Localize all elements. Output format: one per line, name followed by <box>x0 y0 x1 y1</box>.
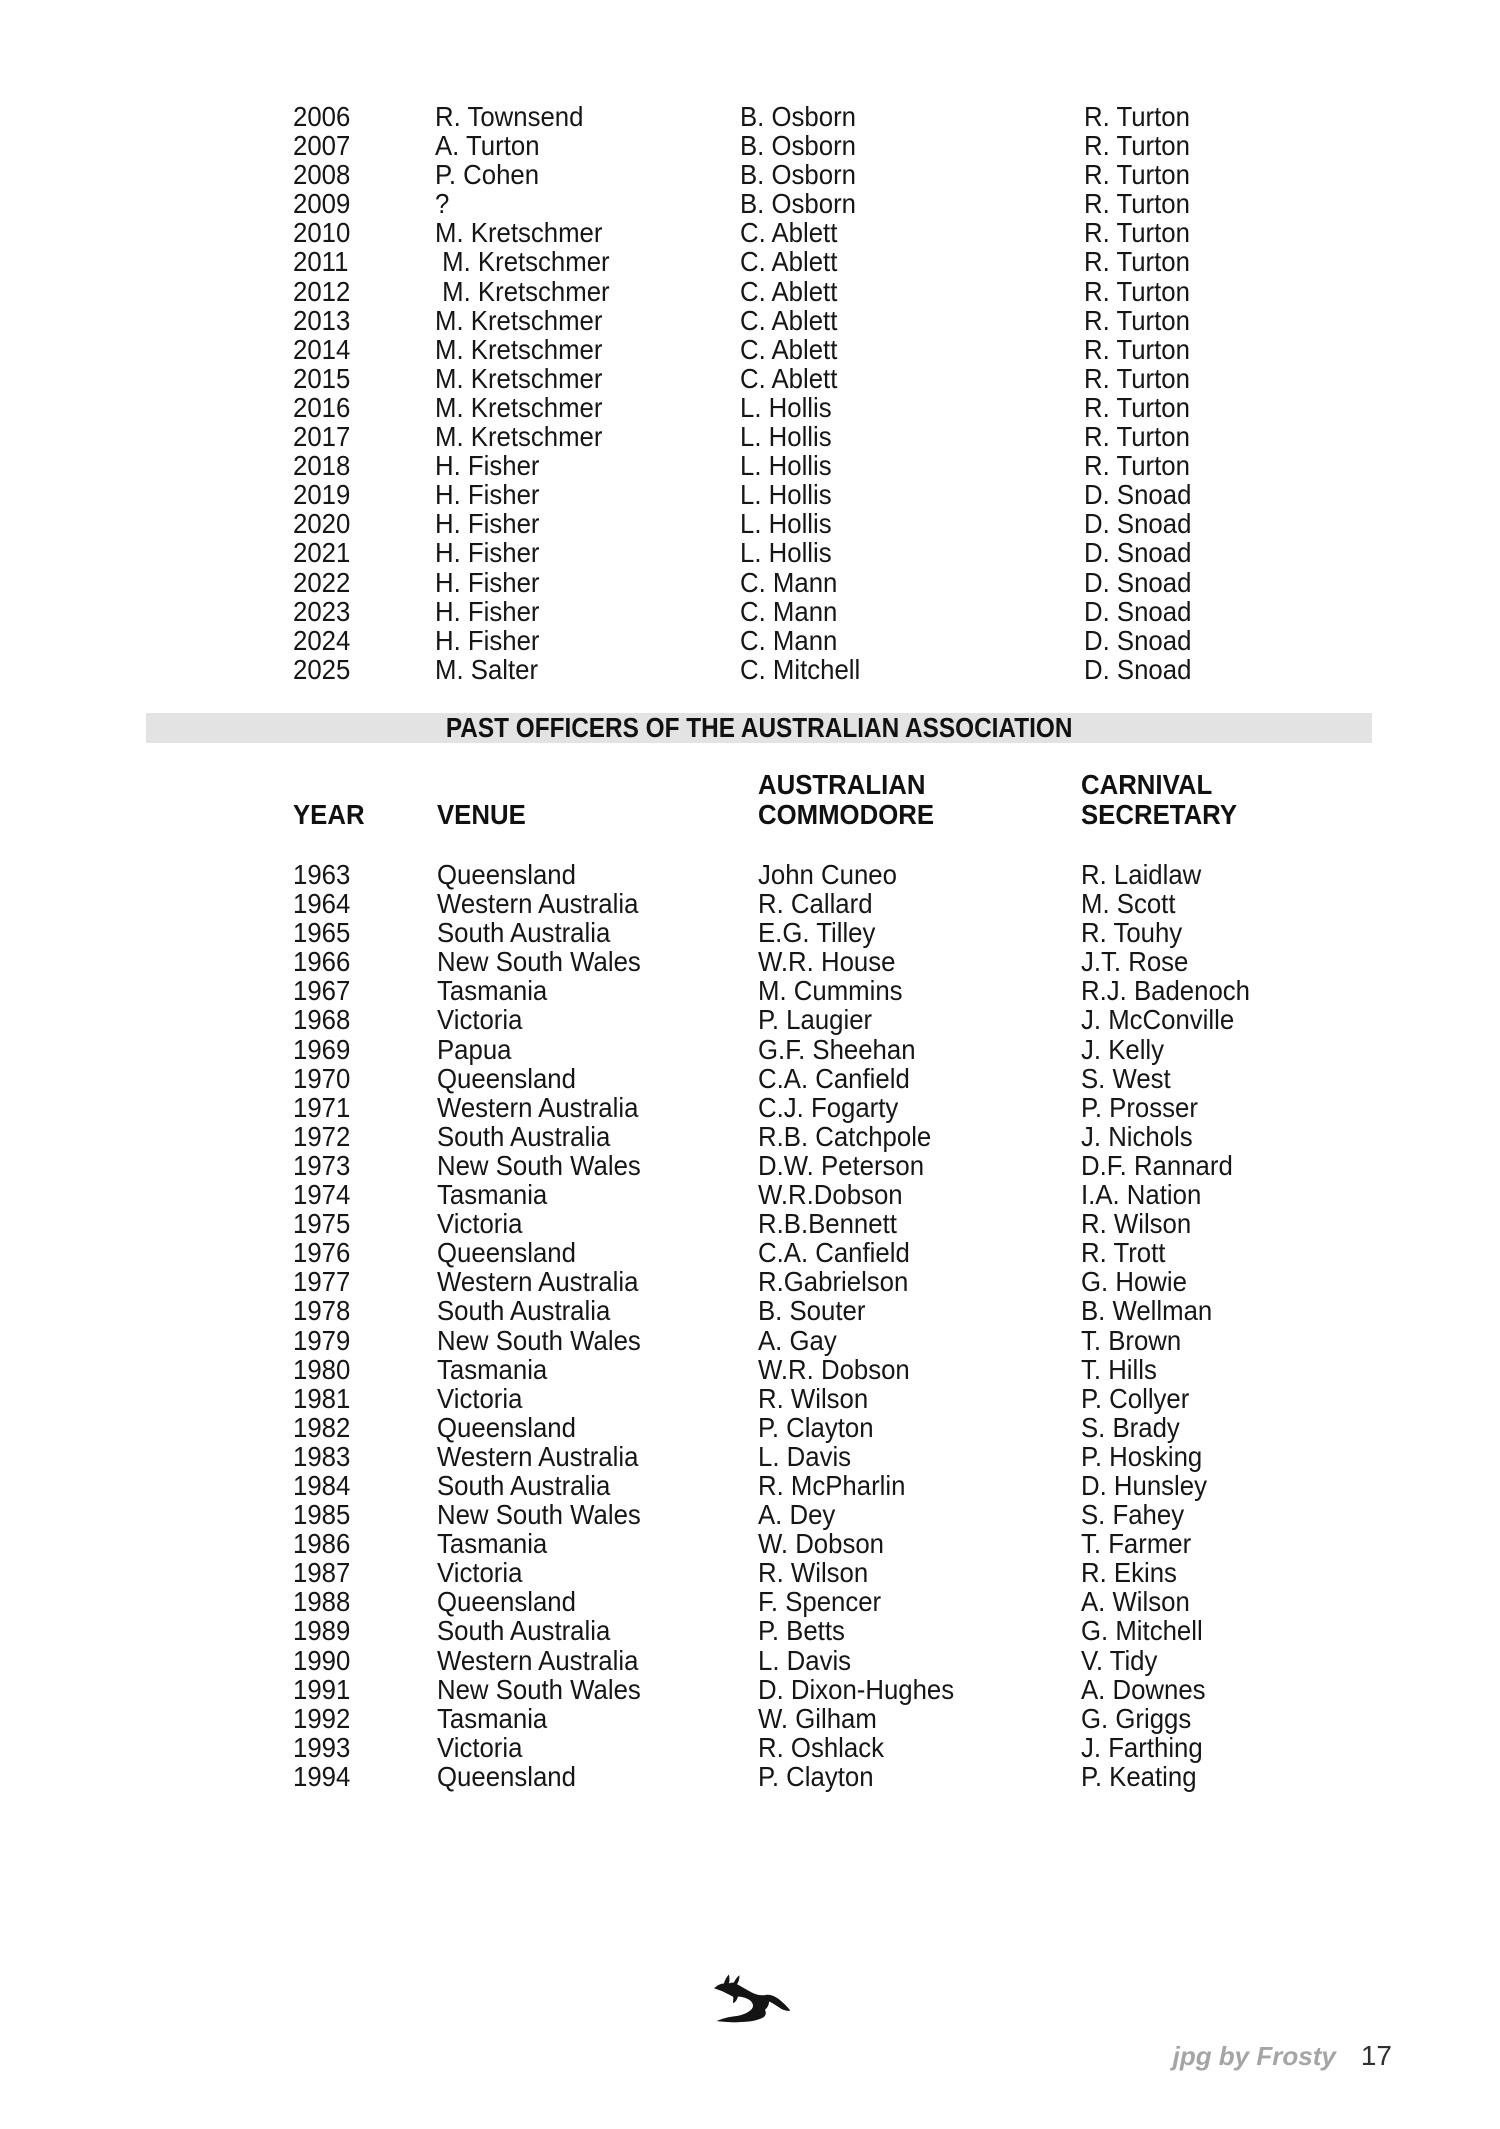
cell-c3: L. Hollis <box>740 450 832 482</box>
table-row <box>0 1384 1500 1413</box>
cell-commodore: B. Souter <box>758 1295 866 1327</box>
table-row <box>0 568 1500 597</box>
table-row <box>0 189 1500 218</box>
cell-secretary: R. Wilson <box>1081 1208 1192 1240</box>
cell-year: 2025 <box>293 653 351 685</box>
cell-year: 2019 <box>293 479 351 511</box>
table-row <box>0 1442 1500 1471</box>
cell-year: 1979 <box>293 1324 351 1356</box>
cell-year: 1969 <box>293 1033 351 1065</box>
table-row <box>0 247 1500 276</box>
section-title: PAST OFFICERS OF THE AUSTRALIAN ASSOCIATION <box>445 712 1073 743</box>
cell-year: 1968 <box>293 1004 351 1036</box>
cell-commodore: A. Gay <box>758 1324 837 1356</box>
cell-c2: P. Cohen <box>435 159 540 191</box>
cell-year: 1991 <box>293 1673 351 1705</box>
cell-c3: C. Ablett <box>740 333 838 365</box>
cell-c4: R. Turton <box>1084 304 1190 336</box>
cell-year: 1967 <box>293 975 351 1007</box>
table-row <box>0 102 1500 131</box>
cell-venue: Tasmania <box>437 1702 548 1734</box>
table-row <box>0 1093 1500 1122</box>
cell-commodore: L. Davis <box>758 1644 852 1676</box>
cell-secretary: A. Downes <box>1081 1673 1206 1705</box>
table-row <box>0 131 1500 160</box>
cell-c2: R. Townsend <box>435 101 584 132</box>
cell-c2: M. Kretschmer <box>435 421 603 453</box>
cell-secretary: M. Scott <box>1081 888 1176 920</box>
cell-c2: H. Fisher <box>435 508 540 540</box>
cell-venue: Western Australia <box>437 1644 639 1676</box>
table-row <box>0 1209 1500 1238</box>
cell-commodore: E.G. Tilley <box>758 917 876 949</box>
cell-c2: M. Kretschmer <box>435 391 603 423</box>
cell-c3: C. Mann <box>740 595 838 627</box>
cell-c4: R. Turton <box>1084 246 1190 278</box>
cell-year: 1992 <box>293 1702 351 1734</box>
cell-secretary: S. Brady <box>1081 1411 1180 1443</box>
cell-c2: M. Kretschmer <box>435 362 603 394</box>
cell-venue: Victoria <box>437 1731 523 1763</box>
cell-secretary: T. Farmer <box>1081 1528 1192 1560</box>
cell-secretary: G. Griggs <box>1081 1702 1192 1734</box>
cell-c4: D. Snoad <box>1084 479 1192 511</box>
cell-commodore: R. Callard <box>758 888 873 920</box>
table-row <box>0 947 1500 976</box>
cell-c2: H. Fisher <box>435 537 540 569</box>
table-row <box>0 1471 1500 1500</box>
column-header-venue: VENUE <box>437 799 526 830</box>
table-row <box>0 306 1500 335</box>
cell-secretary: T. Brown <box>1081 1324 1182 1356</box>
page-number: 17 <box>1360 2040 1392 2071</box>
cell-secretary: I.A. Nation <box>1081 1179 1202 1211</box>
cell-commodore: W. Gilham <box>758 1702 877 1734</box>
table-row <box>0 1267 1500 1296</box>
table-row <box>0 393 1500 422</box>
table-row <box>0 1733 1500 1762</box>
cell-secretary: T. Hills <box>1081 1353 1157 1385</box>
table-row <box>0 976 1500 1005</box>
table-row <box>0 1413 1500 1442</box>
cell-commodore: P. Clayton <box>758 1760 874 1792</box>
cell-c3: C. Mann <box>740 566 838 598</box>
table-row <box>0 626 1500 655</box>
cell-venue: Victoria <box>437 1382 523 1414</box>
cell-year: 2018 <box>293 450 351 482</box>
cell-commodore: R.B. Catchpole <box>758 1120 932 1152</box>
cell-year: 1976 <box>293 1237 351 1269</box>
cell-commodore: A. Dey <box>758 1499 836 1531</box>
cell-commodore: W.R.Dobson <box>758 1179 903 1211</box>
cell-venue: South Australia <box>437 1295 611 1327</box>
cell-year: 1972 <box>293 1120 351 1152</box>
cell-commodore: R. Wilson <box>758 1557 869 1589</box>
cell-venue: Queensland <box>437 1760 576 1792</box>
cell-year: 1985 <box>293 1499 351 1531</box>
cell-commodore: M. Cummins <box>758 975 903 1007</box>
cell-c3: L. Hollis <box>740 508 832 540</box>
cell-secretary: R. Touhy <box>1081 917 1183 949</box>
cell-c4: R. Turton <box>1084 188 1190 220</box>
cell-c2: H. Fisher <box>435 479 540 511</box>
cell-venue: Queensland <box>437 1411 576 1443</box>
cell-venue: Papua <box>437 1033 512 1065</box>
cell-venue: Victoria <box>437 1004 523 1036</box>
cell-c3: B. Osborn <box>740 159 856 191</box>
cell-year: 2007 <box>293 130 351 162</box>
table-row <box>0 1151 1500 1180</box>
cell-c4: D. Snoad <box>1084 653 1192 685</box>
cell-secretary: S. West <box>1081 1062 1171 1094</box>
cell-commodore: R. McPharlin <box>758 1469 906 1501</box>
cell-commodore: G.F. Sheehan <box>758 1033 916 1065</box>
cell-year: 1971 <box>293 1091 351 1123</box>
cell-year: 2021 <box>293 537 351 569</box>
cell-venue: Tasmania <box>437 975 548 1007</box>
kangaroo-icon <box>710 1974 792 2029</box>
cell-year: 2012 <box>293 275 351 307</box>
cell-venue: New South Wales <box>437 1673 641 1705</box>
cell-venue: South Australia <box>437 1120 611 1152</box>
cell-commodore: W.R. House <box>758 946 896 978</box>
cell-year: 1963 <box>293 859 351 890</box>
cell-secretary: J. Kelly <box>1081 1033 1165 1065</box>
cell-commodore: R. Wilson <box>758 1382 869 1414</box>
cell-year: 2023 <box>293 595 351 627</box>
cell-c4: R. Turton <box>1084 362 1190 394</box>
cell-c3: L. Hollis <box>740 421 832 453</box>
cell-year: 2009 <box>293 188 351 220</box>
cell-secretary: P. Keating <box>1081 1760 1197 1792</box>
cell-secretary: P. Collyer <box>1081 1382 1190 1414</box>
cell-c2: M. Kretschmer <box>435 217 603 249</box>
column-header-commodore-line1: AUSTRALIAN <box>758 769 926 800</box>
cell-commodore: C.A. Canfield <box>758 1237 910 1269</box>
cell-venue: Victoria <box>437 1557 523 1589</box>
table-row <box>0 918 1500 947</box>
cell-c4: D. Snoad <box>1084 595 1192 627</box>
cell-venue: Western Australia <box>437 1266 639 1298</box>
cell-c3: B. Osborn <box>740 130 856 162</box>
cell-year: 2022 <box>293 566 351 598</box>
cell-c4: R. Turton <box>1084 450 1190 482</box>
table-row <box>0 1296 1500 1325</box>
cell-c4: R. Turton <box>1084 101 1190 132</box>
table-row <box>0 1005 1500 1034</box>
table-row <box>0 422 1500 451</box>
table-row <box>0 1326 1500 1355</box>
cell-secretary: A. Wilson <box>1081 1586 1190 1618</box>
cell-year: 1978 <box>293 1295 351 1327</box>
cell-c3: L. Hollis <box>740 391 832 423</box>
cell-year: 1988 <box>293 1586 351 1618</box>
cell-c3: C. Mann <box>740 624 838 656</box>
cell-secretary: G. Mitchell <box>1081 1615 1203 1647</box>
cell-c2: M. Kretschmer <box>435 304 603 336</box>
cell-venue: Western Australia <box>437 1440 639 1472</box>
table-row <box>0 1355 1500 1384</box>
cell-commodore: John Cuneo <box>758 859 897 890</box>
cell-year: 2011 <box>293 246 349 278</box>
credit-text: jpg by Frosty <box>1172 2041 1336 2071</box>
cell-c3: C. Mitchell <box>740 653 861 685</box>
cell-c4: D. Snoad <box>1084 508 1192 540</box>
cell-year: 1987 <box>293 1557 351 1589</box>
column-header-commodore-line2: COMMODORE <box>758 799 935 830</box>
cell-year: 1989 <box>293 1615 351 1647</box>
cell-secretary: P. Hosking <box>1081 1440 1203 1472</box>
cell-year: 1966 <box>293 946 351 978</box>
cell-c4: R. Turton <box>1084 421 1190 453</box>
cell-c2: ? <box>435 188 450 220</box>
cell-c2: H. Fisher <box>435 624 540 656</box>
cell-venue: Victoria <box>437 1208 523 1240</box>
cell-year: 1964 <box>293 888 351 920</box>
cell-secretary: D. Hunsley <box>1081 1469 1207 1501</box>
cell-c2: M. Salter <box>435 653 539 685</box>
table-row <box>0 860 1500 889</box>
cell-year: 1982 <box>293 1411 351 1443</box>
cell-c2: M. Kretschmer <box>435 275 610 307</box>
cell-commodore: R.Gabrielson <box>758 1266 909 1298</box>
table-row <box>0 1500 1500 1529</box>
table-row <box>0 1675 1500 1704</box>
cell-secretary: J. Farthing <box>1081 1731 1203 1763</box>
cell-commodore: C.A. Canfield <box>758 1062 910 1094</box>
cell-c3: L. Hollis <box>740 479 832 511</box>
cell-c4: D. Snoad <box>1084 537 1192 569</box>
cell-commodore: P. Betts <box>758 1615 845 1647</box>
table-row <box>0 509 1500 538</box>
cell-c2: M. Kretschmer <box>435 333 603 365</box>
table-row <box>0 1616 1500 1645</box>
cell-year: 2013 <box>293 304 351 336</box>
table-row <box>0 277 1500 306</box>
cell-year: 1983 <box>293 1440 351 1472</box>
cell-year: 2016 <box>293 391 351 423</box>
cell-venue: Queensland <box>437 859 576 890</box>
cell-commodore: P. Laugier <box>758 1004 873 1036</box>
cell-secretary: S. Fahey <box>1081 1499 1185 1531</box>
cell-venue: Queensland <box>437 1586 576 1618</box>
cell-c3: C. Ablett <box>740 246 838 278</box>
cell-commodore: R. Oshlack <box>758 1731 884 1763</box>
table-row <box>0 364 1500 393</box>
officers-table <box>0 860 1500 1791</box>
cell-venue: Tasmania <box>437 1179 548 1211</box>
cell-venue: New South Wales <box>437 946 641 978</box>
cell-c4: R. Turton <box>1084 333 1190 365</box>
cell-secretary: B. Wellman <box>1081 1295 1213 1327</box>
cell-c3: C. Ablett <box>740 362 838 394</box>
cell-commodore: C.J. Fogarty <box>758 1091 899 1123</box>
cell-c2: H. Fisher <box>435 566 540 598</box>
cell-c3: C. Ablett <box>740 217 838 249</box>
table-row <box>0 1529 1500 1558</box>
cell-venue: South Australia <box>437 1469 611 1501</box>
cell-secretary: R. Trott <box>1081 1237 1166 1269</box>
cell-year: 1994 <box>293 1760 351 1792</box>
cell-secretary: R. Laidlaw <box>1081 859 1202 890</box>
cell-year: 1981 <box>293 1382 351 1414</box>
cell-venue: Tasmania <box>437 1353 548 1385</box>
cell-year: 1973 <box>293 1149 351 1181</box>
table-row <box>0 1180 1500 1209</box>
cell-c2: A. Turton <box>435 130 540 162</box>
cell-secretary: P. Prosser <box>1081 1091 1198 1123</box>
cell-c4: R. Turton <box>1084 159 1190 191</box>
cell-year: 1993 <box>293 1731 351 1763</box>
page-footer <box>1173 2040 1392 2072</box>
cell-year: 1977 <box>293 1266 351 1298</box>
cell-venue: Western Australia <box>437 888 639 920</box>
cell-venue: South Australia <box>437 917 611 949</box>
cell-c4: D. Snoad <box>1084 624 1192 656</box>
table-row <box>0 1238 1500 1267</box>
table-row <box>0 480 1500 509</box>
cell-commodore: R.B.Bennett <box>758 1208 897 1240</box>
cell-commodore: W.R. Dobson <box>758 1353 910 1385</box>
cell-secretary: R.J. Badenoch <box>1081 975 1250 1007</box>
cell-c3: C. Ablett <box>740 304 838 336</box>
cell-venue: Western Australia <box>437 1091 639 1123</box>
cell-venue: New South Wales <box>437 1149 641 1181</box>
cell-c4: R. Turton <box>1084 130 1190 162</box>
cell-commodore: W. Dobson <box>758 1528 884 1560</box>
cell-venue: South Australia <box>437 1615 611 1647</box>
cell-year: 1984 <box>293 1469 351 1501</box>
table-row <box>0 335 1500 364</box>
cell-c4: R. Turton <box>1084 217 1190 249</box>
cell-secretary: J.T. Rose <box>1081 946 1189 978</box>
table-row <box>0 889 1500 918</box>
cell-year: 1980 <box>293 1353 351 1385</box>
table-row <box>0 1704 1500 1733</box>
cell-year: 2008 <box>293 159 351 191</box>
table-row <box>0 1558 1500 1587</box>
cell-year: 2014 <box>293 333 351 365</box>
column-header-secretary-line1: CARNIVAL <box>1081 769 1213 800</box>
table-row <box>0 1064 1500 1093</box>
cell-year: 1990 <box>293 1644 351 1676</box>
cell-secretary: J. Nichols <box>1081 1120 1193 1152</box>
table-row <box>0 160 1500 189</box>
table-row <box>0 451 1500 480</box>
table-row <box>0 1587 1500 1616</box>
cell-venue: Queensland <box>437 1237 576 1269</box>
cell-c4: D. Snoad <box>1084 566 1192 598</box>
cell-year: 2024 <box>293 624 351 656</box>
cell-year: 2017 <box>293 421 351 453</box>
cell-venue: New South Wales <box>437 1499 641 1531</box>
cell-year: 2015 <box>293 362 351 394</box>
cell-year: 1970 <box>293 1062 351 1094</box>
cell-commodore: F. Spencer <box>758 1586 882 1618</box>
cell-commodore: L. Davis <box>758 1440 852 1472</box>
cell-secretary: D.F. Rannard <box>1081 1149 1233 1181</box>
table-row <box>0 655 1500 684</box>
table-row <box>0 597 1500 626</box>
cell-year: 1974 <box>293 1179 351 1211</box>
cell-c4: R. Turton <box>1084 391 1190 423</box>
section-header-bar <box>146 713 1372 743</box>
cell-c2: M. Kretschmer <box>435 246 610 278</box>
cell-c3: B. Osborn <box>740 188 856 220</box>
cell-secretary: R. Ekins <box>1081 1557 1177 1589</box>
table-row <box>0 1762 1500 1791</box>
cell-commodore: P. Clayton <box>758 1411 874 1443</box>
table-row <box>0 1035 1500 1064</box>
cell-venue: New South Wales <box>437 1324 641 1356</box>
cell-commodore: D.W. Peterson <box>758 1149 925 1181</box>
cell-venue: Queensland <box>437 1062 576 1094</box>
cell-c2: H. Fisher <box>435 595 540 627</box>
cell-secretary: J. McConville <box>1081 1004 1235 1036</box>
cell-c3: B. Osborn <box>740 101 856 132</box>
cell-c2: H. Fisher <box>435 450 540 482</box>
committee-table <box>0 102 1500 684</box>
cell-year: 1965 <box>293 917 351 949</box>
cell-secretary: V. Tidy <box>1081 1644 1158 1676</box>
cell-secretary: G. Howie <box>1081 1266 1187 1298</box>
cell-c4: R. Turton <box>1084 275 1190 307</box>
table-row <box>0 1646 1500 1675</box>
table-row <box>0 538 1500 567</box>
cell-venue: Tasmania <box>437 1528 548 1560</box>
cell-year: 2010 <box>293 217 351 249</box>
column-header-secretary-line2: SECRETARY <box>1081 799 1238 830</box>
column-header-year: YEAR <box>293 799 365 830</box>
cell-year: 2006 <box>293 101 351 132</box>
table-row <box>0 1122 1500 1151</box>
cell-year: 1986 <box>293 1528 351 1560</box>
cell-c3: C. Ablett <box>740 275 838 307</box>
cell-c3: L. Hollis <box>740 537 832 569</box>
cell-year: 1975 <box>293 1208 351 1240</box>
cell-year: 2020 <box>293 508 351 540</box>
cell-commodore: D. Dixon-Hughes <box>758 1673 955 1705</box>
table-row <box>0 218 1500 247</box>
